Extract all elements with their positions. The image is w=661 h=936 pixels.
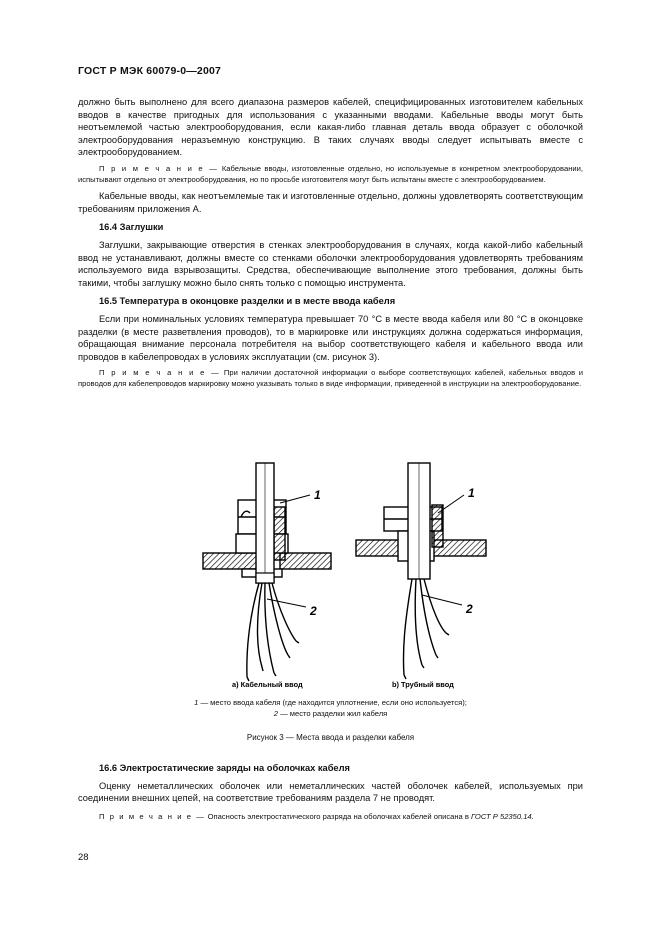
paragraph-plugs: Заглушки, закрывающие отверстия в стенках электрооборудования в случаях, когда какой-либо кабельный ввод не устанавливают, должны вместе со стенками оболочки электрооборудования удовлетворять требованиям используемого вида взрывозащиты. Средства, обеспечивающие выполнение этого требования, должны быть такими, чтобы заглушку можно было снять только с помощью инструмента. [78, 239, 583, 288]
wall-left-b [356, 540, 404, 556]
heading-16-5: 16.5 Температура в оконцовке разделки и в месте ввода кабеля [99, 296, 396, 307]
legend-line-2 [78, 709, 583, 720]
heading-16-4: 16.4 Заглушки [99, 222, 164, 233]
conduit-seal [432, 505, 443, 547]
figure-legend [78, 698, 583, 719]
note-1-label: П р и м е ч а н и е — [99, 163, 219, 173]
conduit-entry-drawing [356, 463, 486, 679]
callout-1-a: 1 [314, 488, 321, 502]
note-3-text: Опасность электростатического разряда на оболочках кабелей описана в [207, 811, 469, 821]
figure-3 [170, 455, 500, 693]
figure-title: Рисунок 3 — Места ввода и разделки кабеля [246, 733, 415, 742]
paragraph-cable-entries: должно быть выполнено для всего диапазона размеров кабелей, специфицированных изготовителем кабельных вводов в качестве пригодных для использования с указанными вводами. Кабельные вводы могут быть неотъемлемой частью электрооборудования, если какая-либо главная деталь ввода образует с оболочкой электрооборудования неразъемную конструкцию. В таких случаях вводы следует испытывать вместе с электрооборудованием. [78, 97, 583, 158]
document-header: ГОСТ Р МЭК 60079-0—2007 [78, 65, 222, 77]
note-1-text: Кабельные вводы, изготовленные отдельно, но используемые в конкретном электрооборудовании, испытывают отдельно от электрооборудования, но по просьбе изготовителя могут быть испытаны вместе с электрооборудованием. [78, 163, 583, 184]
section-upper [78, 96, 583, 389]
callout-1-b: 1 [468, 486, 475, 500]
legend-2-number: 2 [273, 708, 278, 718]
figure-3-drawing [170, 455, 500, 693]
paragraph-temperature: Если при номинальных условиях температура превышает 70 °С в месте ввода кабеля или 80 °С в оконцовке разделки (в месте разветвления проводов), то в маркировке или инструкциях должна содержаться информация, обращающая внимание персонала потребителя на выбор соответствующего кабеля и кабельного ввода или проводов в кабелепроводах в условиях эксплуатации (см. рисунок 3). [78, 313, 583, 362]
note-3-label: П р и м е ч а н и е — [99, 811, 206, 821]
wall-right-a [280, 553, 331, 569]
gland-seal [274, 507, 285, 560]
legend-1-text: — место ввода кабеля (где находится уплотнение, если оно используется); [200, 698, 467, 707]
legend-line-1 [78, 698, 583, 709]
note-3-reference: ГОСТ Р 52350.14. [471, 811, 534, 821]
paragraph-electrostatic: Оценку неметаллических оболочек или неметаллических частей оболочек кабелей, используемых при соединении внешних цепей, на соответствие требованиям раздела 7 не проводят. [78, 780, 583, 804]
note-2-label: П р и м е ч а н и е — [99, 368, 221, 378]
note-2 [78, 368, 583, 389]
callout-2-a: 2 [310, 604, 317, 618]
caption-conduit-entry: b) Трубный ввод [392, 680, 454, 689]
section-lower [78, 762, 583, 822]
heading-16-6: 16.6 Электростатические заряды на оболочках кабеля [99, 763, 350, 773]
note-2-text: При наличии достаточной информации о выборе соответствующих кабелей, кабельных вводов и проводов для кабелепроводов маркировку можно указывать только в виде информации, приведенной в инструкции на электрооборудование. [78, 368, 583, 388]
paragraph-integral-entries: Кабельные вводы, как неотъемлемые так и изготовленные отдельно, должны удовлетворять соответствующим требованиям приложения А. [78, 191, 583, 214]
note-1 [78, 164, 583, 185]
legend-1-number: 1 [194, 698, 199, 707]
page-number: 28 [78, 852, 89, 863]
legend-2-text: — место разделки жил кабеля [280, 708, 388, 718]
caption-cable-gland: а) Кабельный ввод [232, 680, 303, 689]
callout-2-b: 2 [466, 602, 473, 616]
cable-gland-drawing [203, 463, 331, 681]
note-3 [78, 812, 583, 823]
